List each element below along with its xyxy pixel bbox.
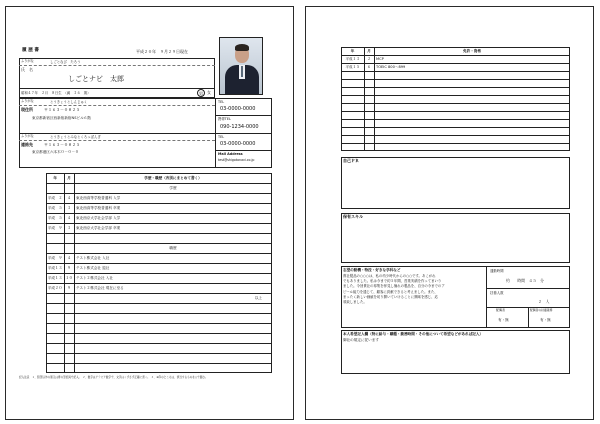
- history-row-cell: [74, 333, 272, 343]
- license-row-cell: [374, 79, 570, 87]
- license-row-cell: [364, 71, 374, 79]
- history-row-cell: テスト株式会社 入社: [76, 256, 110, 260]
- history-row-cell: 東北西京大学社会学部 卒業: [76, 226, 121, 230]
- license-header: 免許・資格: [463, 49, 481, 53]
- tel-label: TEL: [218, 100, 225, 104]
- history-row-cell: 学歴: [169, 186, 177, 190]
- history-row-cell: ４: [67, 216, 71, 220]
- license-row-cell: [364, 87, 374, 95]
- history-row-cell: テスト２株式会社 入社: [76, 276, 113, 280]
- skill-box: [341, 213, 570, 263]
- history-row-cell: 東北西高等学校普通科 入学: [76, 196, 121, 200]
- history-row-cell: テスト株式会社 退社: [76, 266, 110, 270]
- license-row-cell: [341, 103, 364, 111]
- license-row-cell: [341, 87, 364, 95]
- history-row-cell: [64, 303, 74, 313]
- skill-label: 保有スキル: [343, 214, 363, 219]
- license-row-cell: [374, 87, 570, 95]
- history-row-cell: 以上: [254, 296, 262, 300]
- history-row-cell: [46, 323, 64, 333]
- history-row-cell: 東北西京大学社会学部 入学: [76, 216, 121, 220]
- history-row-cell: [46, 343, 64, 353]
- license-row-cell: [374, 111, 570, 119]
- history-row-cell: [46, 183, 64, 193]
- history-row-cell: ９: [67, 286, 71, 290]
- license-row-cell: [364, 143, 374, 151]
- self-pr-label: 自己ＰＲ: [343, 158, 359, 163]
- mobile-value: 090-1234-0000: [220, 124, 259, 130]
- history-row-cell: テスト２株式会社 現在に至る: [76, 286, 124, 290]
- history-row-cell: [46, 363, 64, 373]
- history-row-cell: [46, 243, 64, 253]
- history-row-cell: [46, 303, 64, 313]
- license-row-cell: [341, 95, 364, 103]
- history-row-cell: [64, 363, 74, 373]
- history-row-cell: [74, 313, 272, 323]
- request-box: [341, 330, 570, 374]
- request-label: 本人希望記入欄（特に給与・職種・勤務時間・その他について希望などがあれば記入）: [343, 332, 484, 336]
- contact-postal: 〒１６３－０８２５: [44, 142, 80, 147]
- footnote: 記入注意 １．鉛筆以外の黒又は青の筆記具で記入。 ２．数字はアラビア数字で、文字はくずさず正確に書く。 ３．※印のところは、該当するものを○で囲む。: [19, 376, 208, 379]
- name-label: 氏 名: [21, 67, 33, 72]
- history-row-cell: [46, 233, 64, 243]
- license-row-cell: [364, 135, 374, 143]
- resume-page-right: [305, 6, 594, 420]
- history-row-cell: [64, 313, 74, 323]
- history-row-cell: [46, 353, 64, 363]
- furigana-label: ふりがな: [21, 59, 34, 63]
- license-row-cell: [364, 79, 374, 87]
- history-row-cell: ４: [67, 196, 71, 200]
- history-row-cell: 平成２０: [47, 286, 63, 290]
- request-value: 御社の規定に従います: [343, 338, 379, 342]
- license-row-cell: [341, 79, 364, 87]
- history-row-cell: [64, 323, 74, 333]
- self-pr-box: [341, 157, 570, 209]
- history-row-cell: [74, 363, 272, 373]
- address-postal: 〒１６３－０８２５: [44, 107, 80, 112]
- history-row-cell: [46, 313, 64, 323]
- contact-line: 東京都港区六本木０－０－０: [32, 150, 79, 154]
- history-row-cell: [74, 353, 272, 363]
- address-line: 東京都新宿区西新宿新宿NSビル６階: [32, 116, 91, 120]
- history-row-cell: 平成 ２: [47, 196, 63, 200]
- dependents-label: 扶養人数: [490, 291, 504, 295]
- history-row-cell: [64, 243, 74, 253]
- license-row-cell: [364, 103, 374, 111]
- history-header: 月: [67, 176, 71, 180]
- license-row-cell: ６: [367, 65, 371, 69]
- history-row-cell: １０: [65, 276, 73, 280]
- history-row-cell: [46, 333, 64, 343]
- history-header: 学歴・職歴（各別にまとめて書く）: [144, 176, 202, 180]
- motive-text: 貴社製品の○○○は、私の幼少時代からの○○です。あこがれ でもありました。私は今まで約５年間、営業実績を作ってまいり ました。今回貴社の募集を拝見し憧れの製品を、自分の今までのア ピール能力を通じて、顧客に貢献できると考えました。また、 まったく新しい価値を切り開いていけることに興味を感じ、応 募致しました。: [343, 274, 445, 305]
- history-row-cell: [64, 183, 74, 193]
- spouse-support-value: 有・無: [540, 318, 551, 322]
- contact-furigana: とうきょうとみなとくろっぽんぎ: [50, 135, 101, 139]
- license-row-cell: [341, 119, 364, 127]
- document-title: 履 歴 書: [22, 48, 39, 53]
- history-row-cell: [74, 303, 272, 313]
- applicant-name: しごとナビ 太郎: [68, 75, 124, 83]
- contact-furigana-label: ふりがな: [21, 134, 34, 138]
- address-furigana: とうきょうとしんじゅく: [50, 100, 88, 104]
- license-row-cell: [364, 127, 374, 135]
- license-row-cell: [374, 119, 570, 127]
- history-row-cell: [46, 293, 64, 303]
- license-row-cell: [374, 103, 570, 111]
- contact-label: 連絡先: [21, 142, 33, 147]
- contact-tel-value: 03-0000-0000: [220, 141, 256, 147]
- motive-label: 志望の動機・特技・好きな学科など: [343, 268, 401, 272]
- spouse-label: 配偶者: [496, 308, 506, 312]
- history-row-cell: 平成１３: [47, 266, 63, 270]
- license-row-cell: [341, 71, 364, 79]
- license-table: [341, 47, 570, 151]
- commute-value: 約 時間 ４５ 分: [506, 278, 544, 283]
- mobile-label: 携帯TEL: [218, 117, 231, 121]
- gender-female: 女: [207, 90, 211, 95]
- history-row-cell: [74, 343, 272, 353]
- license-row-cell: [341, 111, 364, 119]
- history-row-cell: ３: [67, 206, 71, 210]
- history-row-cell: 平成 ９: [47, 256, 63, 260]
- birth-date: 昭和４７年 ２月 ８日生 （満 ３６ 歳）: [21, 91, 91, 95]
- history-row-cell: 平成 ５: [47, 216, 63, 220]
- document-date: 平成２０年 ９月２９日現在: [136, 49, 188, 54]
- history-row-cell: [64, 233, 74, 243]
- name-furigana: しごとなび たろう: [50, 60, 81, 64]
- history-row-cell: [64, 333, 74, 343]
- history-row-cell: 平成 ９: [47, 226, 63, 230]
- contact-tel-label: TEL: [218, 135, 225, 139]
- history-row-cell: 東北西高等学校普通科 卒業: [76, 206, 121, 210]
- spouse-value: 有・無: [498, 318, 509, 322]
- license-row-cell: [374, 135, 570, 143]
- history-row-cell: ９: [67, 266, 71, 270]
- history-row-cell: ４: [67, 256, 71, 260]
- license-row-cell: [364, 111, 374, 119]
- resume-page-left: [5, 6, 294, 420]
- address-label: 現住所: [21, 107, 33, 112]
- history-row-cell: [74, 323, 272, 333]
- license-row-cell: [374, 127, 570, 135]
- history-table: [46, 173, 272, 373]
- history-header: 年: [53, 176, 57, 180]
- commute-label: 通勤時間: [490, 269, 504, 273]
- license-row-cell: [374, 143, 570, 151]
- history-row-cell: 平成１３: [47, 276, 63, 280]
- license-row-cell: [341, 143, 364, 151]
- history-row-cell: ３: [67, 226, 71, 230]
- spouse-support-label: 配偶者の扶養義務: [530, 308, 553, 312]
- license-row-cell: TOEIC 800～899: [376, 65, 406, 69]
- history-row-cell: 職歴: [169, 246, 177, 250]
- license-header: 年: [350, 49, 355, 53]
- tel-value: 03-0000-0000: [220, 106, 256, 112]
- license-row-cell: [364, 95, 374, 103]
- applicant-photo: [219, 37, 263, 95]
- license-row-cell: ２: [367, 57, 371, 61]
- gender-male: 男: [199, 91, 203, 96]
- history-row-cell: [74, 233, 272, 243]
- license-row-cell: [341, 127, 364, 135]
- license-row-cell: 平成１３: [345, 57, 360, 61]
- license-row-cell: MCP: [376, 57, 384, 61]
- license-row-cell: [374, 71, 570, 79]
- license-row-cell: [374, 95, 570, 103]
- dependents-value: ２ 人: [538, 299, 550, 304]
- history-row-cell: [64, 343, 74, 353]
- history-row-cell: [64, 293, 74, 303]
- license-row-cell: [341, 135, 364, 143]
- mail-label: Mail Address: [218, 152, 243, 156]
- history-row-cell: 平成 ５: [47, 206, 63, 210]
- mail-value: test@shigotonavi.co.jp: [218, 158, 255, 162]
- history-row-cell: [64, 353, 74, 363]
- license-row-cell: [364, 119, 374, 127]
- license-header: 月: [367, 49, 371, 53]
- license-row-cell: 平成１５: [345, 65, 360, 69]
- address-furigana-label: ふりがな: [21, 99, 34, 103]
